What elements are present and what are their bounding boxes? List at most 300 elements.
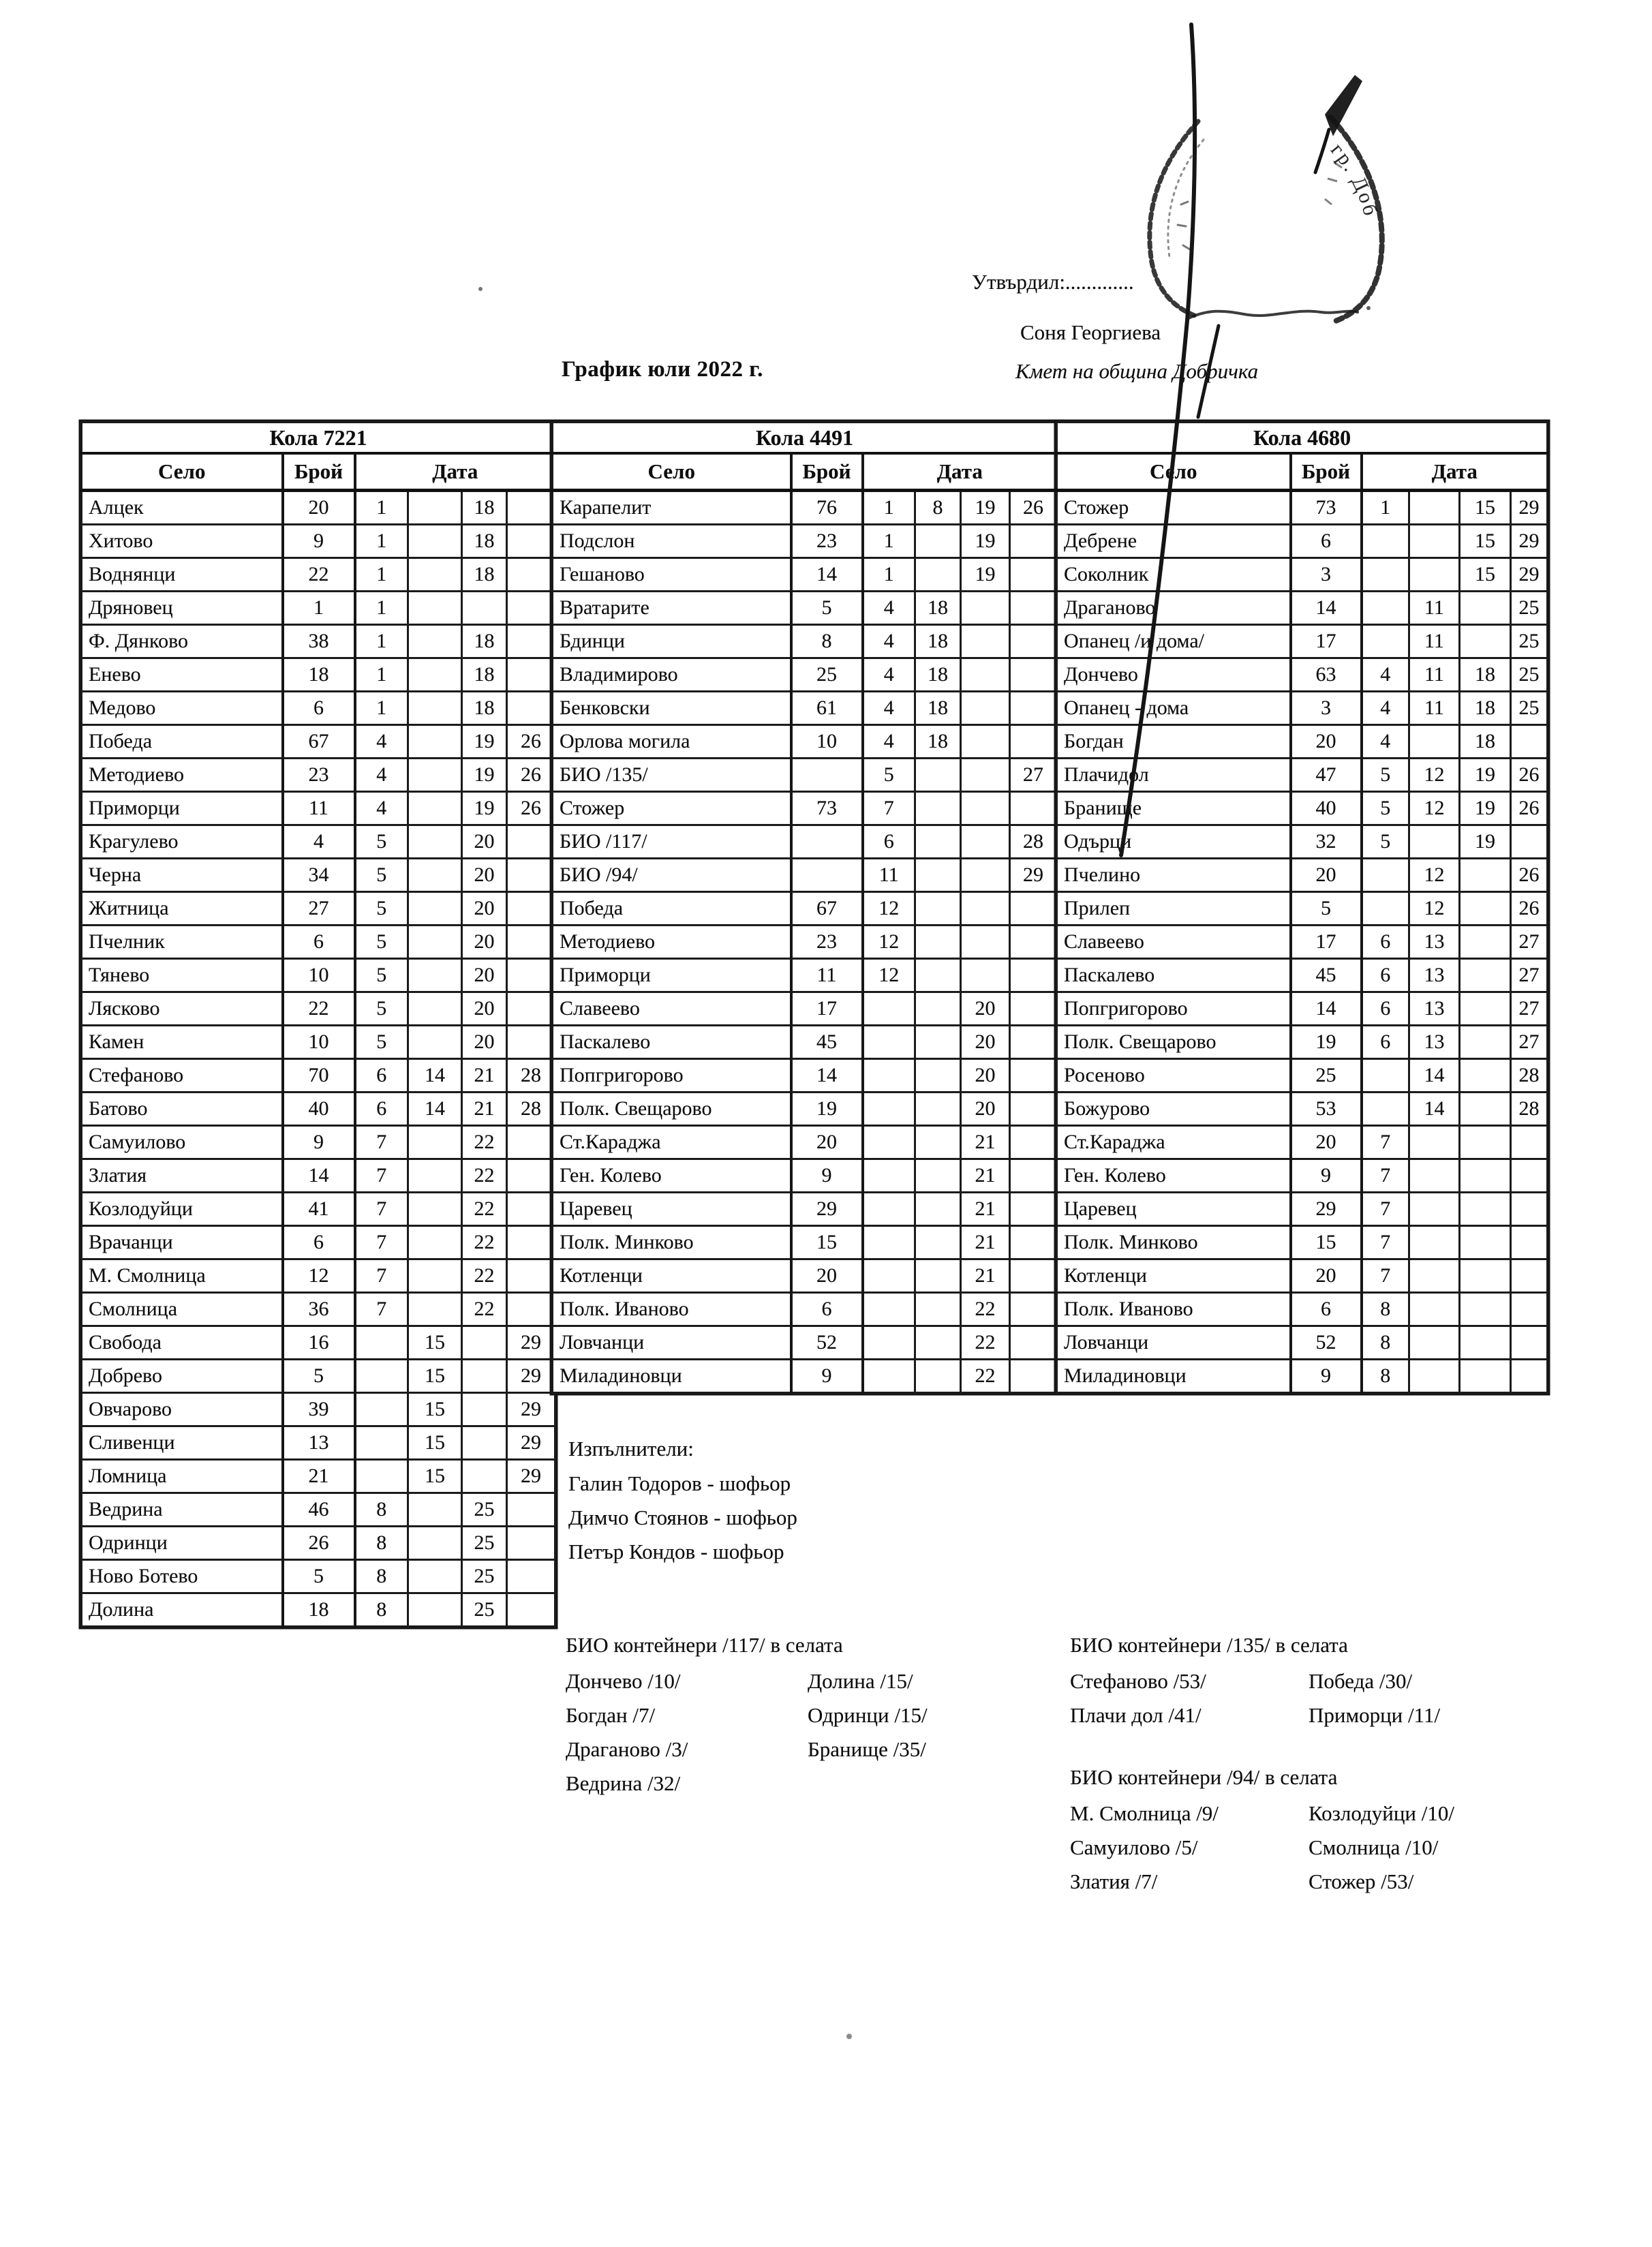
village-cell: Стожер [553, 792, 791, 825]
date-cell: 14 [408, 1092, 462, 1126]
date-cell [1409, 1259, 1460, 1293]
date-cell: 6 [355, 1059, 408, 1092]
date-cell: 22 [961, 1326, 1010, 1360]
date-cell: 5 [355, 1026, 408, 1059]
count-cell: 6 [283, 692, 355, 725]
date-cell [915, 992, 961, 1026]
bio-village-count: Златия /7/ [1070, 1869, 1158, 1893]
count-cell: 5 [283, 1360, 355, 1393]
table-row [553, 692, 1057, 725]
date-cell [408, 959, 462, 992]
date-cell [355, 1393, 408, 1426]
village-cell: Одринци [82, 1527, 283, 1560]
date-cell: 8 [1362, 1326, 1409, 1360]
date-cell [1010, 1193, 1057, 1226]
table-row [553, 625, 1057, 658]
date-cell [408, 1026, 462, 1059]
date-cell [507, 1126, 555, 1159]
date-cell: 7 [355, 1259, 408, 1293]
date-cell: 13 [1409, 926, 1460, 959]
bio-village-count: Приморци /11/ [1309, 1703, 1441, 1727]
village-cell: Пчелник [82, 926, 283, 959]
date-cell [1010, 1226, 1057, 1259]
bio-section-title: БИО контейнери /135/ в селата [1070, 1633, 1348, 1657]
village-cell: Царевец [1057, 1193, 1291, 1226]
date-cell [1010, 792, 1057, 825]
date-cell [863, 1059, 915, 1092]
count-cell: 19 [1291, 1026, 1362, 1059]
date-cell: 21 [462, 1092, 507, 1126]
count-cell: 6 [283, 926, 355, 959]
date-cell: 29 [1511, 558, 1548, 592]
date-cell [507, 1293, 555, 1326]
date-cell [961, 725, 1010, 759]
date-cell: 4 [863, 658, 915, 692]
table-row [1057, 1159, 1548, 1193]
date-cell [863, 1159, 915, 1193]
date-cell: 20 [462, 859, 507, 892]
date-cell: 19 [462, 792, 507, 825]
bio-village-count: Стефаново /53/ [1070, 1669, 1206, 1693]
count-cell: 25 [791, 658, 863, 692]
village-cell: Плачидол [1057, 759, 1291, 792]
count-cell: 22 [283, 992, 355, 1026]
table-row [1057, 692, 1548, 725]
table-row [1057, 525, 1548, 558]
date-cell: 25 [462, 1593, 507, 1627]
date-cell [915, 1360, 961, 1393]
count-cell: 14 [791, 1059, 863, 1092]
date-cell: 13 [1409, 959, 1460, 992]
date-cell: 1 [863, 491, 915, 525]
table-row [82, 1092, 555, 1126]
date-cell [408, 625, 462, 658]
village-cell: Паскалево [553, 1026, 791, 1059]
date-cell [507, 892, 555, 926]
village-cell: Полк. Минково [1057, 1226, 1291, 1259]
date-cell [1362, 892, 1409, 926]
round-stamp-right-arc [1322, 117, 1382, 322]
date-cell [507, 1527, 555, 1560]
date-cell: 1 [355, 692, 408, 725]
date-cell [507, 992, 555, 1026]
date-cell: 25 [462, 1560, 507, 1593]
date-cell: 28 [507, 1059, 555, 1092]
table-header-row [1057, 453, 1548, 491]
count-cell: 17 [1291, 625, 1362, 658]
date-cell: 1 [355, 558, 408, 592]
table-row [553, 1259, 1057, 1293]
date-cell: 6 [355, 1092, 408, 1126]
count-cell: 8 [791, 625, 863, 658]
village-cell: Полк. Иваново [553, 1293, 791, 1326]
date-cell: 7 [355, 1126, 408, 1159]
count-cell: 20 [283, 491, 355, 525]
bio-village-count: Самуилово /5/ [1070, 1835, 1198, 1859]
table-row [1057, 792, 1548, 825]
date-cell [915, 859, 961, 892]
date-cell [408, 992, 462, 1026]
count-cell: 20 [1291, 725, 1362, 759]
table-row [553, 759, 1057, 792]
count-cell: 73 [1291, 491, 1362, 525]
village-cell: БИО /94/ [553, 859, 791, 892]
date-cell [355, 1326, 408, 1360]
date-cell: 18 [1460, 692, 1511, 725]
date-cell [462, 1326, 507, 1360]
date-cell [408, 926, 462, 959]
table-row [82, 658, 555, 692]
village-cell: Ловчанци [1057, 1326, 1291, 1360]
village-cell: Ген. Колево [553, 1159, 791, 1193]
date-cell [408, 1527, 462, 1560]
column-header-count: Брой [283, 453, 355, 491]
date-cell [1362, 592, 1409, 625]
column-header-date: Дата [1362, 453, 1548, 491]
date-cell [408, 1159, 462, 1193]
date-cell: 5 [355, 926, 408, 959]
table-row [1057, 759, 1548, 792]
table-row [553, 792, 1057, 825]
date-cell: 7 [1362, 1193, 1409, 1226]
date-cell: 21 [462, 1059, 507, 1092]
date-cell [1010, 558, 1057, 592]
date-cell [1409, 525, 1460, 558]
table-row [82, 759, 555, 792]
count-cell: 19 [791, 1092, 863, 1126]
bio-village-count: Смолница /10/ [1309, 1835, 1439, 1859]
table-row [1057, 1293, 1548, 1326]
count-cell: 29 [791, 1193, 863, 1226]
date-cell [1010, 1126, 1057, 1159]
date-cell: 5 [355, 892, 408, 926]
date-cell [1460, 992, 1511, 1026]
table-title-row [82, 423, 555, 454]
date-cell [915, 1293, 961, 1326]
table-row [82, 625, 555, 658]
count-cell: 17 [791, 992, 863, 1026]
date-cell [961, 825, 1010, 859]
date-cell: 26 [507, 725, 555, 759]
date-cell [915, 1326, 961, 1360]
date-cell: 15 [408, 1393, 462, 1426]
date-cell: 18 [1460, 725, 1511, 759]
date-cell: 21 [961, 1159, 1010, 1193]
table-row [82, 525, 555, 558]
date-cell [408, 558, 462, 592]
village-cell: Ловчанци [553, 1326, 791, 1360]
table-row [1057, 1259, 1548, 1293]
date-cell: 7 [1362, 1159, 1409, 1193]
village-cell: Ген. Колево [1057, 1159, 1291, 1193]
village-cell: Долина [82, 1593, 283, 1627]
bio-section-title: БИО контейнери /117/ в селата [566, 1633, 843, 1657]
table-row [1057, 1360, 1548, 1393]
village-cell: Драганово [1057, 592, 1291, 625]
village-cell: Дряновец [82, 592, 283, 625]
date-cell: 12 [1409, 892, 1460, 926]
date-cell: 4 [355, 725, 408, 759]
date-cell [507, 825, 555, 859]
date-cell: 4 [1362, 692, 1409, 725]
date-cell: 29 [507, 1426, 555, 1460]
table-row [553, 1293, 1057, 1326]
table-row [553, 1092, 1057, 1126]
date-cell [1362, 558, 1409, 592]
date-cell: 1 [355, 592, 408, 625]
date-cell: 8 [355, 1493, 408, 1527]
date-cell [507, 1560, 555, 1593]
date-cell: 15 [1460, 558, 1511, 592]
count-cell: 3 [1291, 558, 1362, 592]
count-cell: 4 [283, 825, 355, 859]
table-row [1057, 1059, 1548, 1092]
schedule-table-kola-7221 [80, 421, 556, 1627]
table-row [82, 558, 555, 592]
village-cell: Батово [82, 1092, 283, 1126]
column-header-village: Село [1057, 453, 1291, 491]
date-cell [507, 592, 555, 625]
date-cell [507, 1493, 555, 1527]
date-cell [915, 1092, 961, 1126]
column-header-village: Село [553, 453, 791, 491]
date-cell: 22 [462, 1126, 507, 1159]
date-cell: 6 [1362, 926, 1409, 959]
village-cell: Методиево [82, 759, 283, 792]
bio-village-count: Козлодуйци /10/ [1309, 1801, 1454, 1825]
count-cell [791, 825, 863, 859]
date-cell [1409, 825, 1460, 859]
date-cell: 19 [1460, 759, 1511, 792]
ink-dot [846, 2034, 852, 2039]
car-title: Кола 4491 [553, 423, 1057, 454]
date-cell: 22 [961, 1360, 1010, 1393]
date-cell [1460, 1026, 1511, 1059]
date-cell [408, 825, 462, 859]
date-cell [1511, 725, 1548, 759]
count-cell: 23 [791, 926, 863, 959]
date-cell: 5 [863, 759, 915, 792]
date-cell: 4 [863, 725, 915, 759]
date-cell [408, 692, 462, 725]
date-cell: 21 [961, 1226, 1010, 1259]
date-cell [1460, 1092, 1511, 1126]
date-cell [1010, 892, 1057, 926]
table-row [82, 692, 555, 725]
count-cell: 14 [283, 1159, 355, 1193]
date-cell [863, 1293, 915, 1326]
date-cell: 29 [1511, 491, 1548, 525]
date-cell [507, 491, 555, 525]
date-cell [1010, 625, 1057, 658]
date-cell [408, 892, 462, 926]
date-cell: 7 [355, 1226, 408, 1259]
date-cell: 18 [462, 525, 507, 558]
table-row [82, 959, 555, 992]
date-cell: 19 [961, 558, 1010, 592]
count-cell: 16 [283, 1326, 355, 1360]
date-cell [961, 658, 1010, 692]
car-title: Кола 7221 [82, 423, 555, 454]
ink-dot [1366, 306, 1371, 310]
table-row [82, 1026, 555, 1059]
count-cell: 6 [1291, 525, 1362, 558]
date-cell [1511, 1259, 1548, 1293]
date-cell [915, 825, 961, 859]
count-cell: 10 [283, 1026, 355, 1059]
date-cell: 6 [1362, 959, 1409, 992]
signature-squiggle [1187, 311, 1358, 319]
date-cell [961, 759, 1010, 792]
count-cell: 9 [283, 1126, 355, 1159]
date-cell [408, 1226, 462, 1259]
date-cell: 29 [507, 1360, 555, 1393]
village-cell: Полк. Минково [553, 1226, 791, 1259]
date-cell: 26 [1010, 491, 1057, 525]
table-row [1057, 1026, 1548, 1059]
date-cell [507, 525, 555, 558]
table-row [553, 1159, 1057, 1193]
date-cell: 7 [1362, 1226, 1409, 1259]
table-row [82, 1259, 555, 1293]
table-row [553, 1126, 1057, 1159]
date-cell: 8 [355, 1527, 408, 1560]
date-cell: 21 [961, 1259, 1010, 1293]
village-cell: Славеево [553, 992, 791, 1026]
village-cell: Попгригорово [1057, 992, 1291, 1026]
date-cell: 7 [355, 1293, 408, 1326]
date-cell [408, 1593, 462, 1627]
date-cell: 18 [1460, 658, 1511, 692]
date-cell [1511, 1226, 1548, 1259]
count-cell: 11 [283, 792, 355, 825]
village-cell: Ст.Караджа [553, 1126, 791, 1159]
date-cell: 20 [462, 992, 507, 1026]
pen-flick-stroke [1315, 75, 1362, 172]
table-row [82, 825, 555, 859]
date-cell: 29 [1511, 525, 1548, 558]
date-cell [1362, 625, 1409, 658]
date-cell [1010, 959, 1057, 992]
village-cell: Царевец [553, 1193, 791, 1226]
date-cell: 1 [355, 491, 408, 525]
date-cell: 18 [462, 558, 507, 592]
date-cell [1010, 1159, 1057, 1193]
table-row [82, 1527, 555, 1560]
approved-label: Утвърдил:............. [972, 270, 1134, 294]
date-cell [1409, 1126, 1460, 1159]
date-cell: 15 [1460, 525, 1511, 558]
date-cell [507, 1593, 555, 1627]
date-cell: 26 [1511, 892, 1548, 926]
date-cell: 12 [863, 959, 915, 992]
date-cell [1409, 1226, 1460, 1259]
date-cell [863, 1226, 915, 1259]
date-cell: 1 [863, 525, 915, 558]
bio-section-94 [1070, 1762, 1454, 1899]
date-cell [462, 1360, 507, 1393]
date-cell [863, 1026, 915, 1059]
date-cell [863, 1092, 915, 1126]
table-row [1057, 625, 1548, 658]
village-cell: Ломница [82, 1460, 283, 1493]
date-cell: 7 [355, 1159, 408, 1193]
table-row [553, 491, 1057, 525]
date-cell: 19 [961, 491, 1010, 525]
date-cell: 4 [863, 592, 915, 625]
village-cell: Богдан [1057, 725, 1291, 759]
date-cell [1460, 959, 1511, 992]
table-row [553, 1360, 1057, 1393]
date-cell [1460, 1360, 1511, 1393]
date-cell [863, 1126, 915, 1159]
date-cell: 27 [1511, 1026, 1548, 1059]
village-cell: Подслон [553, 525, 791, 558]
bio-section-117 [566, 1630, 928, 1801]
date-cell: 22 [961, 1293, 1010, 1326]
table-row [1057, 1126, 1548, 1159]
table-row [553, 1226, 1057, 1259]
date-cell: 1 [1362, 491, 1409, 525]
date-cell: 25 [1511, 592, 1548, 625]
date-cell [355, 1360, 408, 1393]
date-cell [462, 1393, 507, 1426]
bio-village-count: Богдан /7/ [566, 1703, 656, 1727]
schedule-table-kola-4680 [1056, 421, 1548, 1394]
date-cell: 5 [355, 959, 408, 992]
village-cell: Орлова могила [553, 725, 791, 759]
date-cell [1010, 658, 1057, 692]
date-cell [1010, 1259, 1057, 1293]
village-cell: Смолница [82, 1293, 283, 1326]
date-cell [1010, 692, 1057, 725]
bio-village-count: Драганово /3/ [566, 1737, 688, 1761]
table-title-row [553, 423, 1057, 454]
date-cell [1460, 1226, 1511, 1259]
village-cell: Ведрина [82, 1493, 283, 1527]
date-cell: 8 [355, 1560, 408, 1593]
date-cell [1460, 1126, 1511, 1159]
date-cell [408, 658, 462, 692]
village-cell: Хитово [82, 525, 283, 558]
date-cell: 18 [915, 592, 961, 625]
date-cell: 15 [408, 1426, 462, 1460]
table-row [82, 792, 555, 825]
village-cell: Методиево [553, 926, 791, 959]
village-cell: Ф. Дянково [82, 625, 283, 658]
village-cell: Камен [82, 1026, 283, 1059]
date-cell: 25 [1511, 692, 1548, 725]
date-cell [863, 1360, 915, 1393]
count-cell: 63 [1291, 658, 1362, 692]
date-cell: 20 [462, 892, 507, 926]
date-cell: 22 [462, 1159, 507, 1193]
date-cell [915, 1226, 961, 1259]
count-cell: 29 [1291, 1193, 1362, 1226]
date-cell: 14 [1409, 1059, 1460, 1092]
table-row [82, 892, 555, 926]
date-cell [355, 1426, 408, 1460]
date-cell: 12 [1409, 759, 1460, 792]
date-cell: 11 [863, 859, 915, 892]
date-cell [1010, 992, 1057, 1026]
date-cell: 22 [462, 1293, 507, 1326]
village-cell: Добрево [82, 1360, 283, 1393]
date-cell: 15 [408, 1326, 462, 1360]
count-cell: 10 [791, 725, 863, 759]
count-cell: 11 [791, 959, 863, 992]
date-cell [1362, 525, 1409, 558]
